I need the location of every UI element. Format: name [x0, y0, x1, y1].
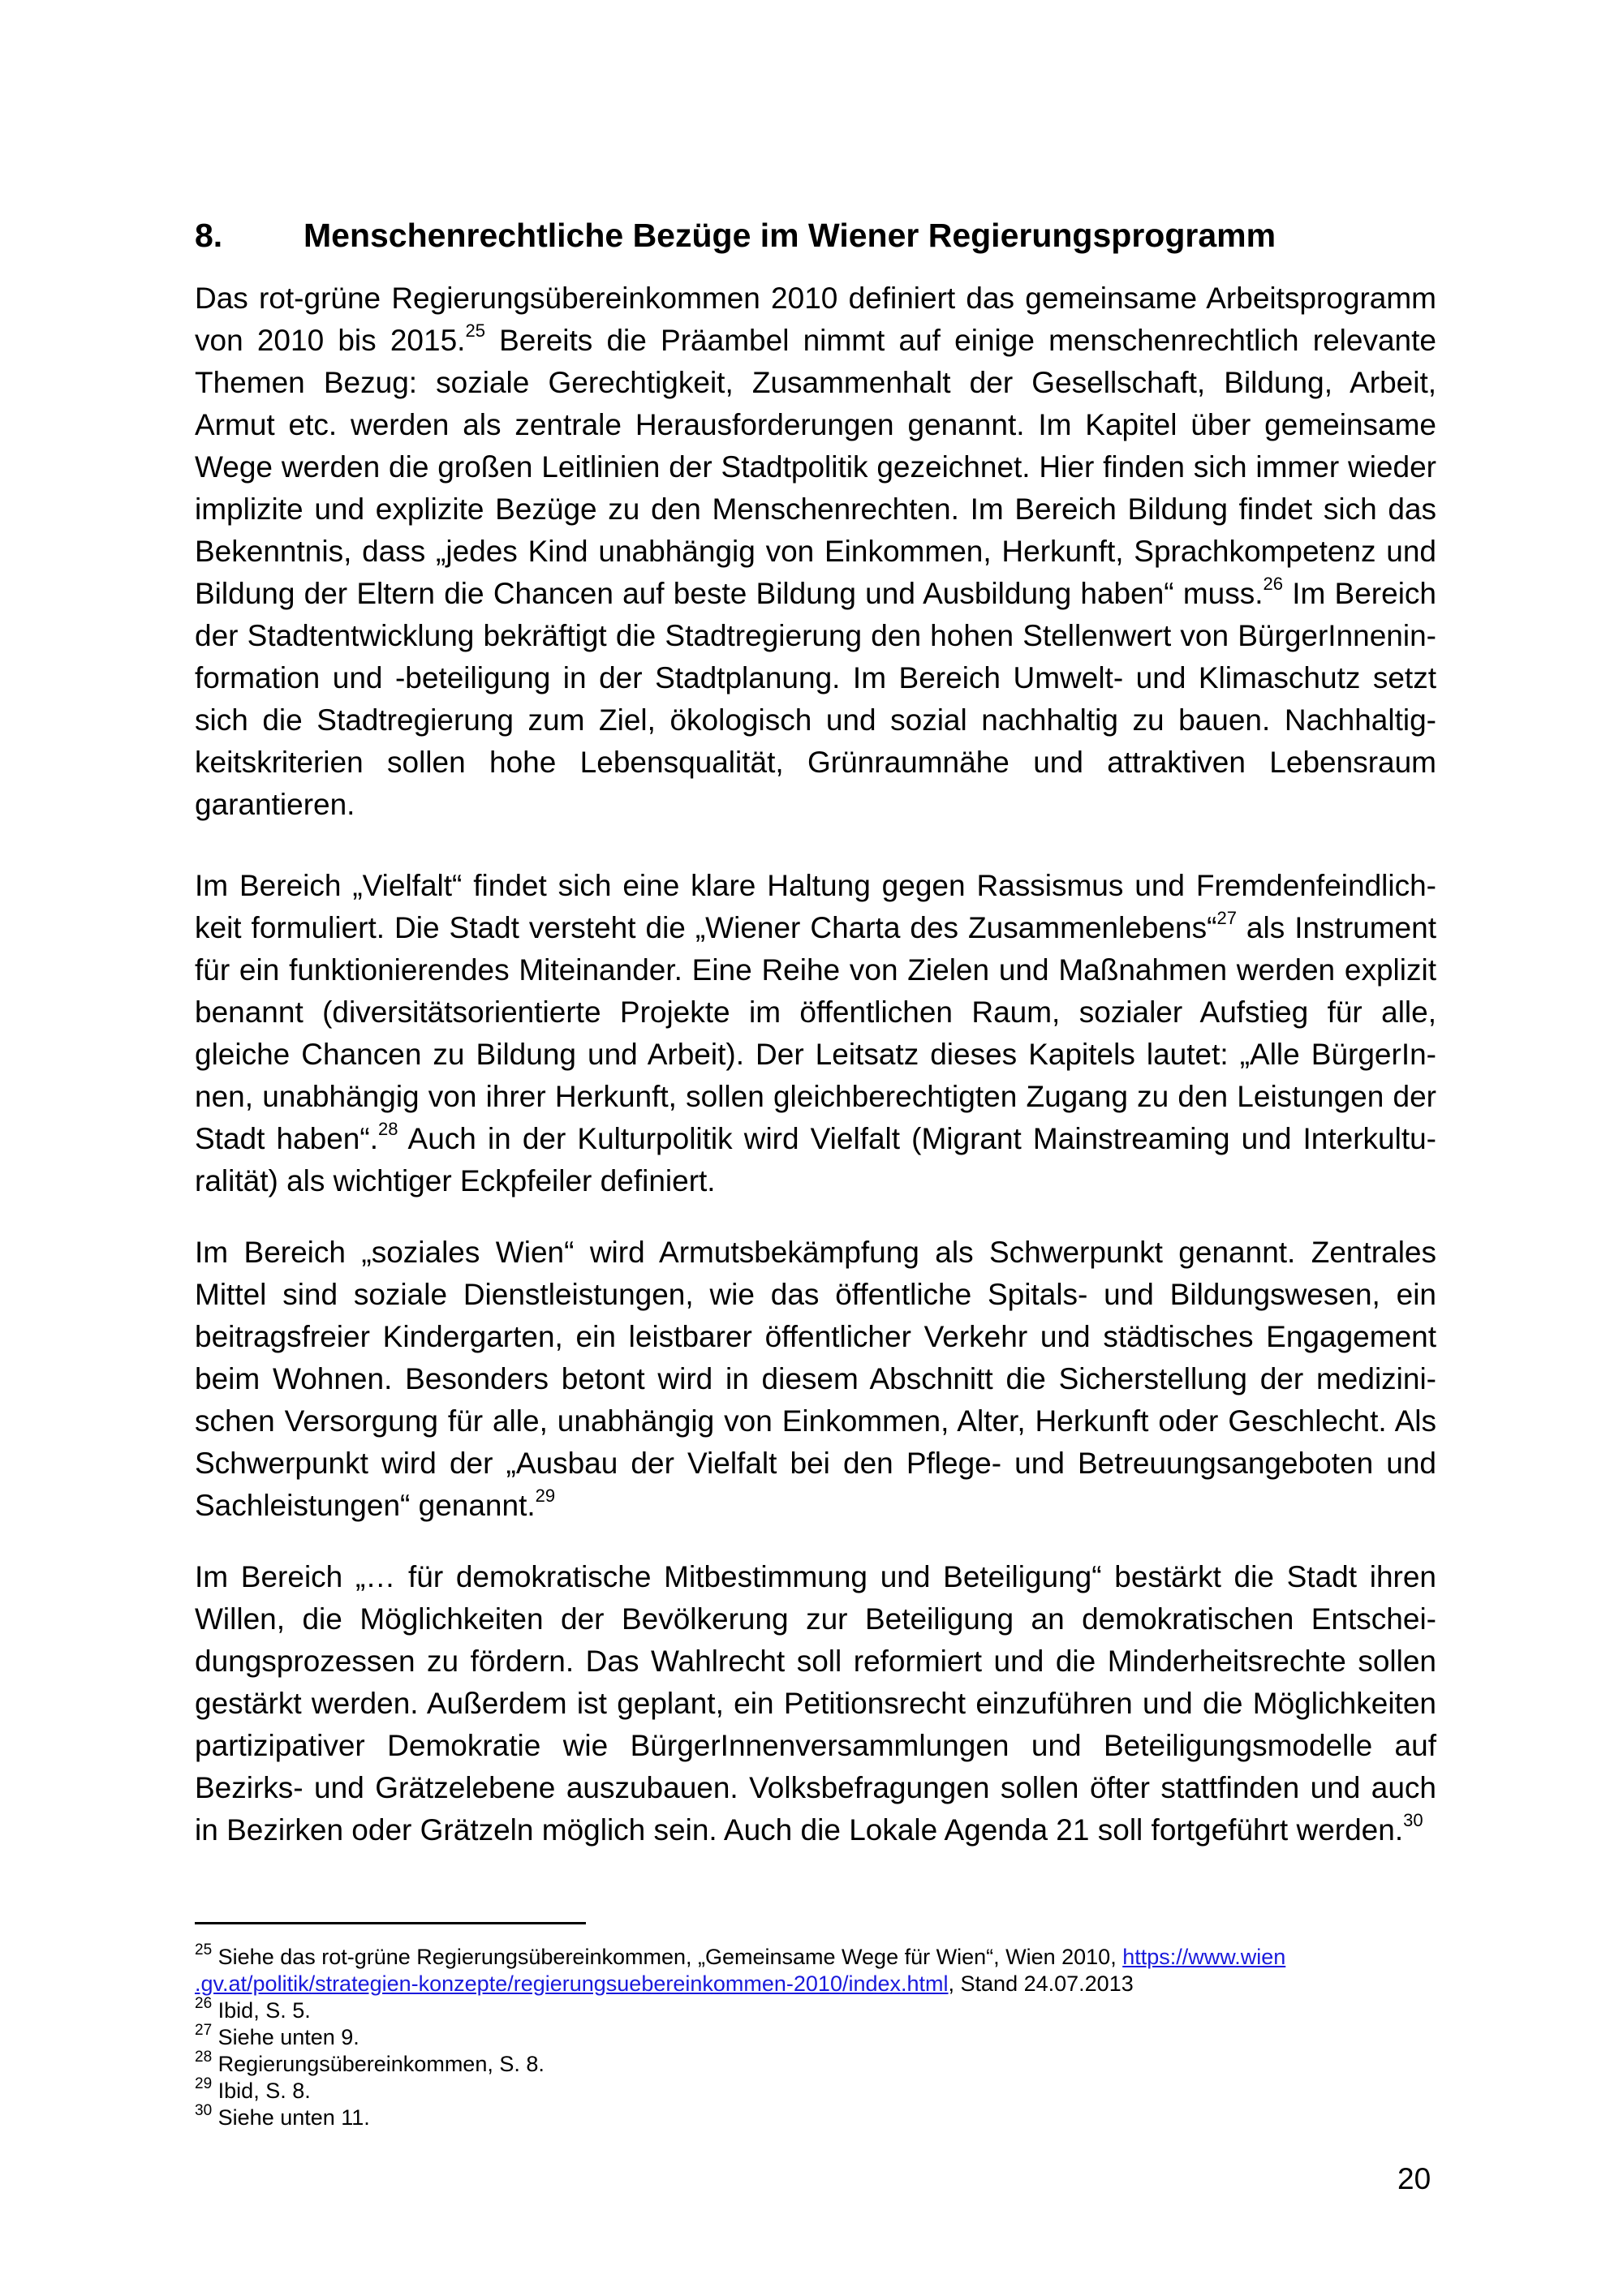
footnote-30: $^{30}$ Siehe unten 11.: [195, 2102, 370, 2130]
text-line: beim Wohnen. Besonders betont wird in diesem Abschnitt die Sicherstellung der medizini-: [195, 1362, 1436, 1395]
text-line: Themen Bezug: soziale Gerechtigkeit, Zusammenhalt der Gesellschaft, Bildung, Arbeit,: [195, 366, 1436, 399]
section-number: 8.: [195, 217, 223, 255]
footnote-27: $^{27}$ Siehe unten 9.: [195, 2022, 359, 2049]
paragraph-2: [195, 865, 1436, 1202]
footnote-ref-28[interactable]: 28: [377, 1118, 398, 1139]
text-line: nen, unabhängig von ihrer Herkunft, sollen gleichberechtigten Zugang zu den Leistungen der: [195, 1080, 1436, 1113]
footnote-number: 26: [195, 1995, 213, 2012]
text-line: in Bezirken oder Grätzeln möglich sein. Auch die Lokale Agenda 21 soll fortgeführt werden.$^{30}$: [195, 1809, 1423, 1847]
text-line: von 2010 bis 2015.25 Bereits die Präambel nimmt auf einige menschenrechtlich relevante: [195, 320, 1436, 357]
text-line: Bekenntnis, dass „jedes Kind unabhängig von Einkommen, Herkunft, Sprachkompetenz und: [195, 535, 1436, 568]
page-number: 20: [1397, 2162, 1431, 2195]
text-line: keitskriterien sollen hohe Lebensqualität, Grünraumnähe und attraktiven Lebensraum: [195, 746, 1436, 779]
paragraph-1: [195, 277, 1436, 826]
text-line: Armut etc. werden als zentrale Herausforderungen genannt. Im Kapitel über gemeinsame: [195, 408, 1436, 441]
text-line: gestärkt werden. Außerdem ist geplant, ein Petitionsrecht einzuführen und die Möglichkeiten: [195, 1687, 1436, 1720]
text-line: Mittel sind soziale Dienstleistungen, wie das öffentliche Spitals- und Bildungswesen, ein: [195, 1278, 1436, 1311]
text-line: Sachleistungen“ genannt.$^{29}$: [195, 1485, 556, 1522]
footnotes: [195, 1941, 1436, 2131]
footnote-29: $^{29}$ Ibid, S. 8.: [195, 2075, 311, 2103]
text-line: keit formuliert. Die Stadt versteht die „Wiener Charta des Zusammenlebens“$^{27}$ als Instrument: [195, 907, 1436, 944]
footnote-separator: [195, 1922, 586, 1924]
text-line: beitragsfreier Kindergarten, ein leistbarer öffentlicher Verkehr und städtisches Engagement: [195, 1320, 1436, 1353]
footnote-ref-26[interactable]: 26: [1263, 573, 1283, 594]
footnote-ref-30[interactable]: 30: [1403, 1809, 1423, 1830]
text-line: Stadt haben“.$^{28}$ Auch in der Kulturpolitik wird Vielfalt (Migrant Mainstreaming und Interkultu-: [195, 1118, 1436, 1155]
text-line: benannt (diversitätsorientierte Projekte im öffentlichen Raum, sozialer Aufstieg für alle,: [195, 995, 1436, 1029]
footnote-28: $^{28}$ Regierungsübereinkommen, S. 8.: [195, 2049, 545, 2076]
text-line: partizipativer Demokratie wie BürgerInnenversammlungen und Beteiligungsmodelle auf: [195, 1729, 1436, 1762]
section-heading: [195, 215, 1444, 256]
text-line: der Stadtentwicklung bekräftigt die Stadtregierung den hohen Stellenwert von BürgerInnenin-: [195, 619, 1436, 652]
text-line: ralität) als wichtiger Eckpfeiler definiert.: [195, 1164, 716, 1197]
text-line: Bildung der Eltern die Chancen auf beste Bildung und Ausbildung haben“ muss.$^{26}$ Im Bereich: [195, 573, 1436, 610]
text-line: garantieren.: [195, 788, 355, 821]
text-line: Im Bereich „… für demokratische Mitbestimmung und Beteiligung“ bestärkt die Stadt ihren: [195, 1560, 1436, 1593]
footnote-link-continued[interactable]: .gv.at/politik/strategien-konzepte/regierungsuebereinkommen-2010/index.html: [195, 1971, 949, 1996]
footnote-number: 27: [195, 2022, 213, 2039]
text-line: Schwerpunkt wird der „Ausbau der Vielfalt bei den Pflege- und Betreuungsangeboten und: [195, 1447, 1436, 1480]
footnote-26: $^{26}$ Ibid, S. 5.: [195, 1995, 311, 2023]
footnote-ref-25[interactable]: 25: [465, 320, 485, 341]
footnote-link[interactable]: https://www.wien: [1122, 1945, 1286, 1969]
paragraph-3: [195, 1232, 1436, 1527]
footnote-ref-27[interactable]: 27: [1216, 907, 1237, 928]
text-line: sich die Stadtregierung zum Ziel, ökologisch und sozial nachhaltig zu bauen. Nachhaltig-: [195, 703, 1436, 737]
footnote-ref-29[interactable]: 29: [535, 1485, 556, 1506]
footnote-number: 30: [195, 2102, 213, 2119]
text-line: Willen, die Möglichkeiten der Bevölkerung zur Beteiligung an demokratischen Entschei-: [195, 1602, 1436, 1636]
text-line: für ein funktionierendes Miteinander. Eine Reihe von Zielen und Maßnahmen werden explizit: [195, 953, 1436, 987]
text-line: formation und -beteiligung in der Stadtplanung. Im Bereich Umwelt- und Klimaschutz setzt: [195, 661, 1436, 694]
footnote-25-continued: .gv.at/politik/strategien-konzepte/regierungsuebereinkommen-2010/index.html, Stand 24.07.2013: [195, 1971, 1134, 1996]
text-line: schen Versorgung für alle, unabhängig von Einkommen, Alter, Herkunft oder Geschlecht. Als: [195, 1404, 1436, 1438]
text-line: implizite und explizite Bezüge zu den Menschenrechten. Im Bereich Bildung findet sich das: [195, 492, 1436, 526]
text-line: Bezirks- und Grätzelebene auszubauen. Volksbefragungen sollen öfter stattfinden und auch: [195, 1771, 1436, 1804]
footnote-number: 28: [195, 2049, 213, 2066]
footnote-25: $^{25}$ Siehe das rot-grüne Regierungsübereinkommen, „Gemeinsame Wege für Wien“, Wien 2010, https://www.wien: [195, 1941, 1286, 1969]
section-title: Menschenrechtliche Bezüge im Wiener Regierungsprogramm: [304, 217, 1276, 255]
paragraph-4: [195, 1556, 1436, 1851]
text-line: Im Bereich „soziales Wien“ wird Armutsbekämpfung als Schwerpunkt genannt. Zentrales: [195, 1236, 1436, 1269]
text-line: gleiche Chancen zu Bildung und Arbeit). Der Leitsatz dieses Kapitels lautet: „Alle BürgerIn-: [195, 1038, 1436, 1071]
text-line: Wege werden die großen Leitlinien der Stadtpolitik gezeichnet. Hier finden sich immer wieder: [195, 450, 1436, 484]
text-line: dungsprozessen zu fördern. Das Wahlrecht soll reformiert und die Minderheitsrechte sollen: [195, 1645, 1436, 1678]
text-line: Im Bereich „Vielfalt“ findet sich eine klare Haltung gegen Rassismus und Fremdenfeindlich-: [195, 869, 1436, 902]
footnote-number: 29: [195, 2075, 213, 2092]
footnote-number: 25: [195, 1941, 213, 1958]
text-line: Das rot-grüne Regierungsübereinkommen 2010 definiert das gemeinsame Arbeitsprogramm: [195, 282, 1436, 315]
